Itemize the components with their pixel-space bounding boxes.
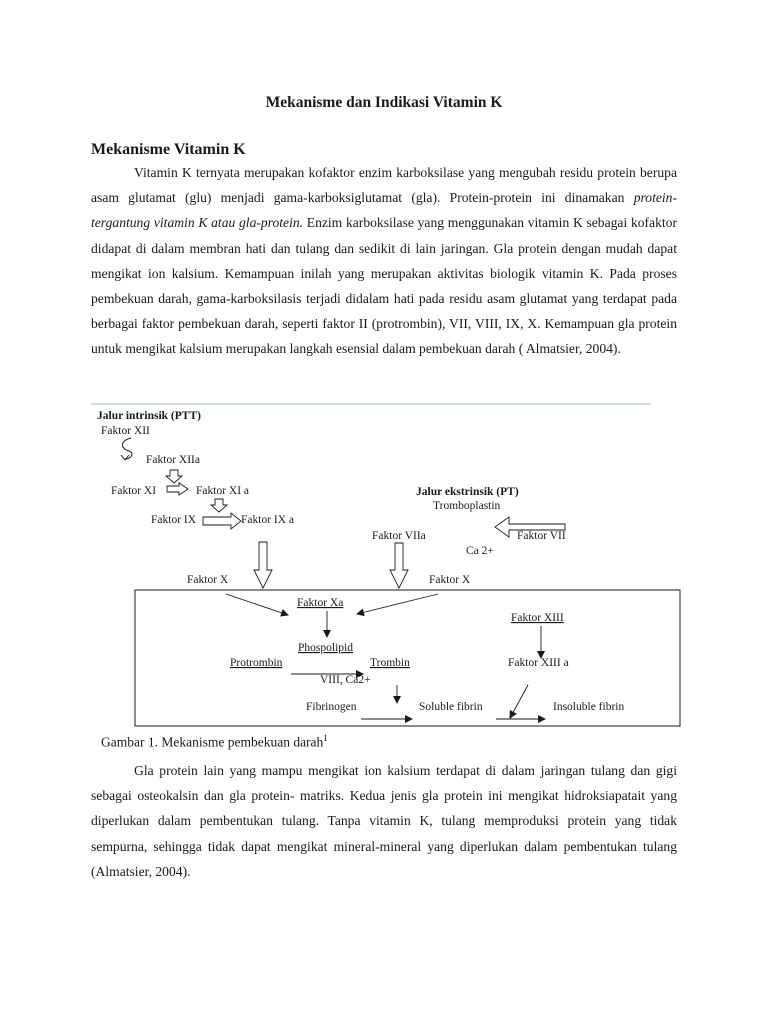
paragraph-text: Gla protein lain yang mampu mengikat ion kalsium terdapat di dalam jaringan tulang dan gigi sebagai osteokalsin dan gla protein- matriks. Kedua jenis gla protein ini mengikat hidroksiapatait yang diperlukan dalam pembentukan tulang. Tanpa vitamin K, tulang memproduksi protein yang tidak sempurna, sehingga tidak dapat mengikat mineral-mineral yang diperlukan dalam pembentukan tulang (Almatsier, 2004). [91, 763, 677, 879]
protrombin-label: Protrombin [230, 657, 283, 669]
hollow-down-arrow-icon [166, 470, 182, 483]
faktor-vii-label: Faktor VII [517, 530, 566, 542]
faktor-xia-label: Faktor XI a [196, 485, 250, 497]
paragraph-text-part1: Vitamin K ternyata merupakan kofaktor enzim karboksilase yang mengubah residu protein berupa asam glutamat (glu) menjadi gama-karboksiglutamat (gla). Protein-protein ini dinamakan [91, 165, 677, 206]
faktor-xiiia-label: Faktor XIII a [508, 657, 569, 669]
trombin-label: Trombin [370, 657, 410, 669]
ca2-label: Ca 2+ [466, 545, 494, 557]
arrow-line [357, 594, 438, 614]
section-heading: Mekanisme Vitamin K [91, 141, 246, 158]
paragraph-text-part2: Enzim karboksilase yang menggunakan vitamin K sebagai kofaktor didapat di dalam membran hati dan tulang dan sedikit di lain jaringan. Gla protein dengan mudah dapat mengikat ion kalsium. Kemampuan inilah yang merupakan aktivitas biologik vitamin K. Pada proses pembekuan darah, gama-karboksilasis terjadi didalam hati pada residu asam glutamat yang terdapat pada berbagai faktor pembekuan darah, seperti faktor II (protrombin), VII, VIII, IX, X. Kemampuan gla protein untuk mengikat kalsium merupakan langkah esensial dalam pembekuan darah ( Almatsier, 2004). [91, 215, 677, 357]
curved-arrow-icon [123, 438, 132, 459]
intrinsic-title: Jalur intrinsik (PTT) [97, 410, 201, 422]
hollow-down-arrow-icon [211, 499, 227, 512]
curved-arrowhead-icon [121, 455, 129, 460]
paragraph-mekanisme [91, 160, 677, 362]
caption-superscript: 1 [323, 733, 328, 743]
arrow-line [510, 685, 528, 718]
fibrinogen-label: Fibrinogen [306, 701, 357, 713]
arrow-line [226, 594, 288, 615]
faktor-xii-label: Faktor XII [101, 425, 150, 437]
faktor-x-left-label: Faktor X [187, 574, 229, 586]
extrinsic-title: Jalur ekstrinsik (PT) [416, 486, 519, 498]
hollow-down-arrow-icon [254, 542, 272, 588]
coagulation-diagram [91, 403, 691, 733]
hollow-down-arrow-icon [390, 543, 408, 588]
caption-text: Gambar 1. Mekanisme pembekuan darah [101, 734, 324, 750]
faktor-ixa-label: Faktor IX a [241, 514, 295, 526]
hollow-right-arrow-icon [167, 483, 188, 495]
coagulation-diagram-svg [91, 403, 691, 733]
faktor-xiii-label: Faktor XIII [511, 612, 564, 624]
tromboplastin-label: Tromboplastin [433, 500, 501, 512]
faktor-x-right-label: Faktor X [429, 574, 471, 586]
paragraph-italic-term: protein-tergantung vitamin K atau gla-protein. [91, 190, 677, 231]
faktor-viia-label: Faktor VIIa [372, 530, 426, 542]
faktor-xi-label: Faktor XI [111, 485, 157, 497]
phospolipid-label: Phospolipid [298, 642, 353, 654]
figure-caption [101, 733, 328, 751]
faktor-ix-label: Faktor IX [151, 514, 197, 526]
hollow-right-arrow-icon [203, 513, 241, 529]
soluble-fibrin-label: Soluble fibrin [419, 701, 483, 713]
faktor-xa-label: Faktor Xa [297, 597, 344, 609]
faktor-xiia-label: Faktor XIIa [146, 454, 200, 466]
insoluble-fibrin-label: Insoluble fibrin [553, 701, 625, 713]
paragraph-gla-protein [91, 758, 677, 884]
viii-ca2-label: VIII, Ca2+ [320, 674, 371, 686]
document-title: Mekanisme dan Indikasi Vitamin K [265, 94, 503, 111]
